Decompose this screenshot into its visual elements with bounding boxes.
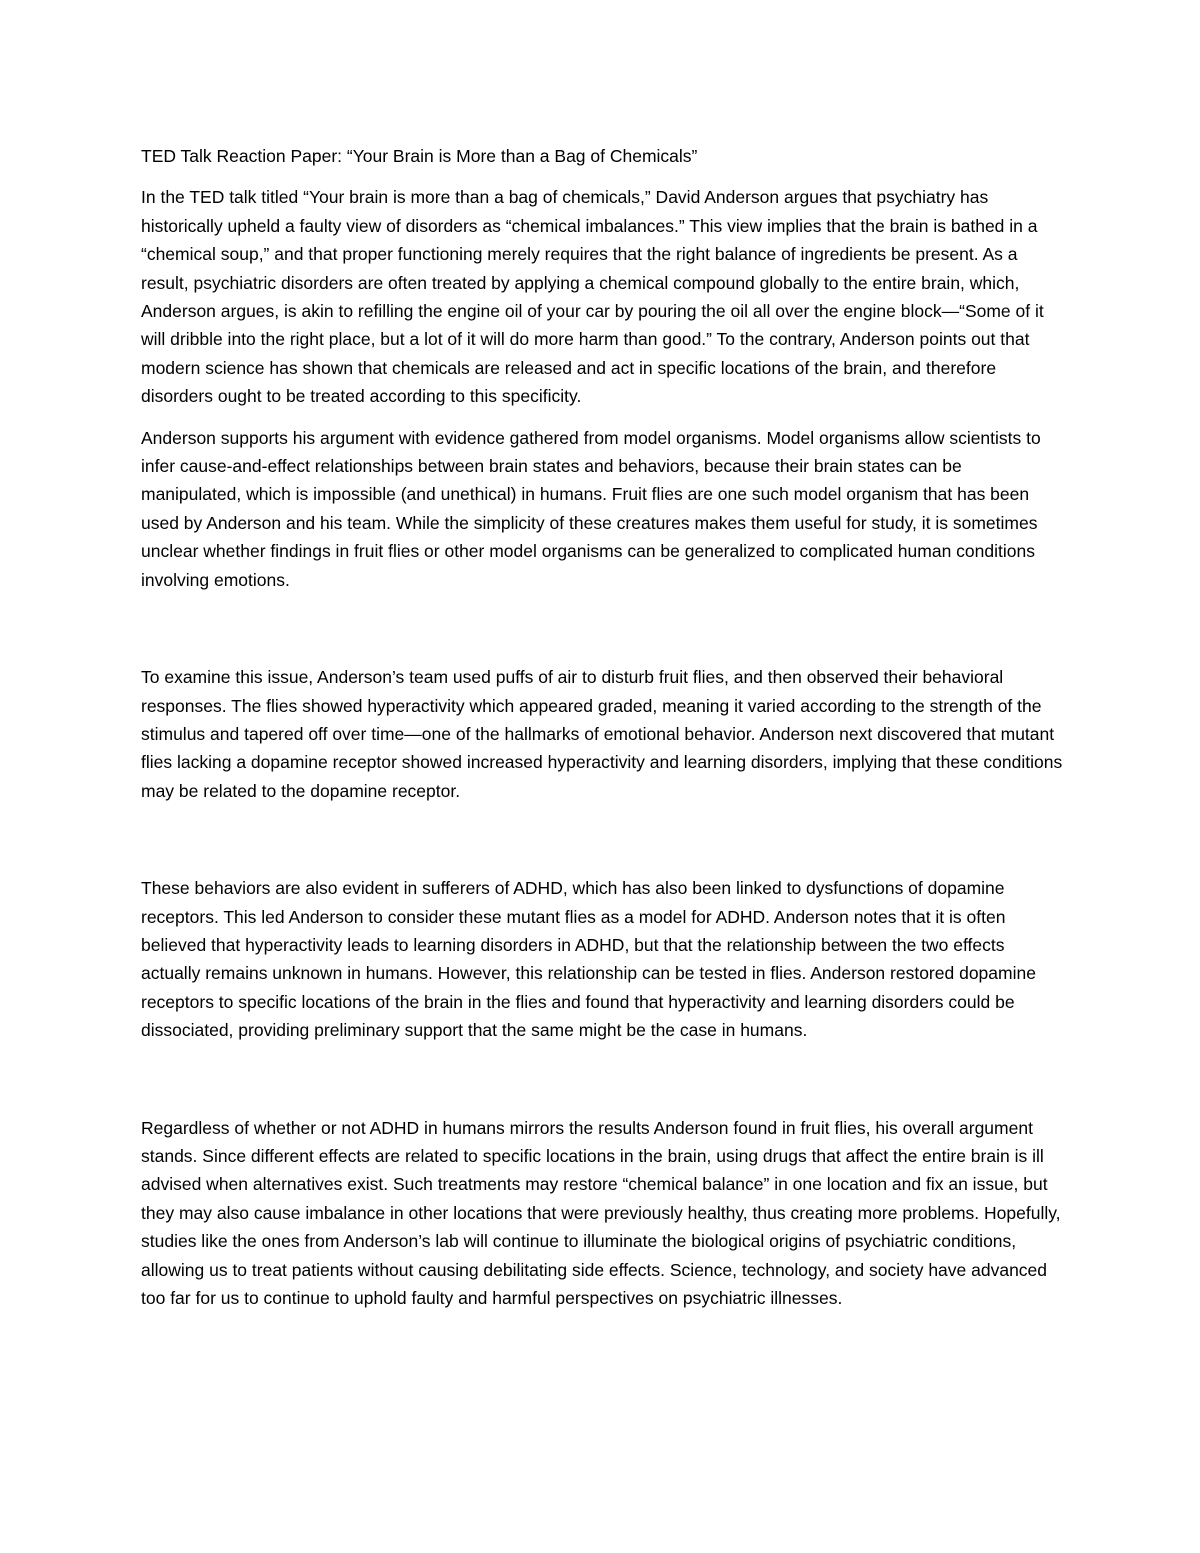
document-body xyxy=(141,142,1066,1325)
paragraph-fruit-fly-experiment: To examine this issue, Anderson’s team used puffs of air to disturb fruit flies, and then observed their behavioral responses. The flies showed hyperactivity which appeared graded, meaning it varied according to the strength of the stimulus and tapered off over time—one of the hallmarks of emotional behavior. Anderson next discovered that mutant flies lacking a dopamine receptor showed increased hyperactivity and learning disorders, implying that these conditions may be related to the dopamine receptor. xyxy=(141,667,1063,801)
paragraph-adhd: These behaviors are also evident in sufferers of ADHD, which has also been linked to dysfunctions of dopamine receptors. This led Anderson to consider these mutant flies as a model for ADHD. Anderson notes that it is often believed that hyperactivity leads to learning disorders in ADHD, but that the relationship between the two effects actually remains unknown in humans. However, this relationship can be tested in flies. Anderson restored dopamine receptors to specific locations of the brain in the flies and found that hyperactivity and learning disorders could be dissociated, providing preliminary support that the same might be the case in humans. xyxy=(141,878,1036,1041)
paragraph-intro: In the TED talk titled “Your brain is more than a bag of chemicals,” David Anderson argues that psychiatry has historically upheld a faulty view of disorders as “chemical imbalances.” This view implies that the brain is bathed in a “chemical soup,” and that proper functioning merely requires that the right balance of ingredients be present. As a result, psychiatric disorders are often treated by applying a chemical compound globally to the entire brain, which, Anderson argues, is akin to refilling the engine oil of your car by pouring the oil all over the engine block—“Some of it will dribble into the right place, but a lot of it will do more harm than good.” To the contrary, Anderson points out that modern science has shown that chemicals are released and act in specific locations of the brain, and therefore disorders ought to be treated according to this specificity. xyxy=(141,187,1044,407)
paragraph-conclusion: Regardless of whether or not ADHD in humans mirrors the results Anderson found in fruit flies, his overall argument stands. Since different effects are related to specific locations in the brain, using drugs that affect the entire brain is ill advised when alternatives exist. Such treatments may restore “chemical balance” in one location and fix an issue, but they may also cause imbalance in other locations that were previously healthy, thus creating more problems. Hopefully, studies like the ones from Anderson’s lab will continue to illuminate the biological origins of psychiatric conditions, allowing us to treat patients without causing debilitating side effects. Science, technology, and society have advanced too far for us to continue to uphold faulty and harmful perspectives on psychiatric illnesses. xyxy=(141,1117,1061,1308)
paragraph-model-organisms: Anderson supports his argument with evidence gathered from model organisms. Model organisms allow scientists to infer cause-and-effect relationships between brain states and behaviors, because their brain states can be manipulated, which is impossible (and unethical) in humans. Fruit flies are one such model organism that has been used by Anderson and his team. While the simplicity of these creatures makes them useful for study, it is sometimes unclear whether findings in fruit flies or other model organisms can be generalized to complicated human conditions involving emotions. xyxy=(141,427,1041,590)
document-title: TED Talk Reaction Paper: “Your Brain is More than a Bag of Chemicals” xyxy=(141,146,698,166)
